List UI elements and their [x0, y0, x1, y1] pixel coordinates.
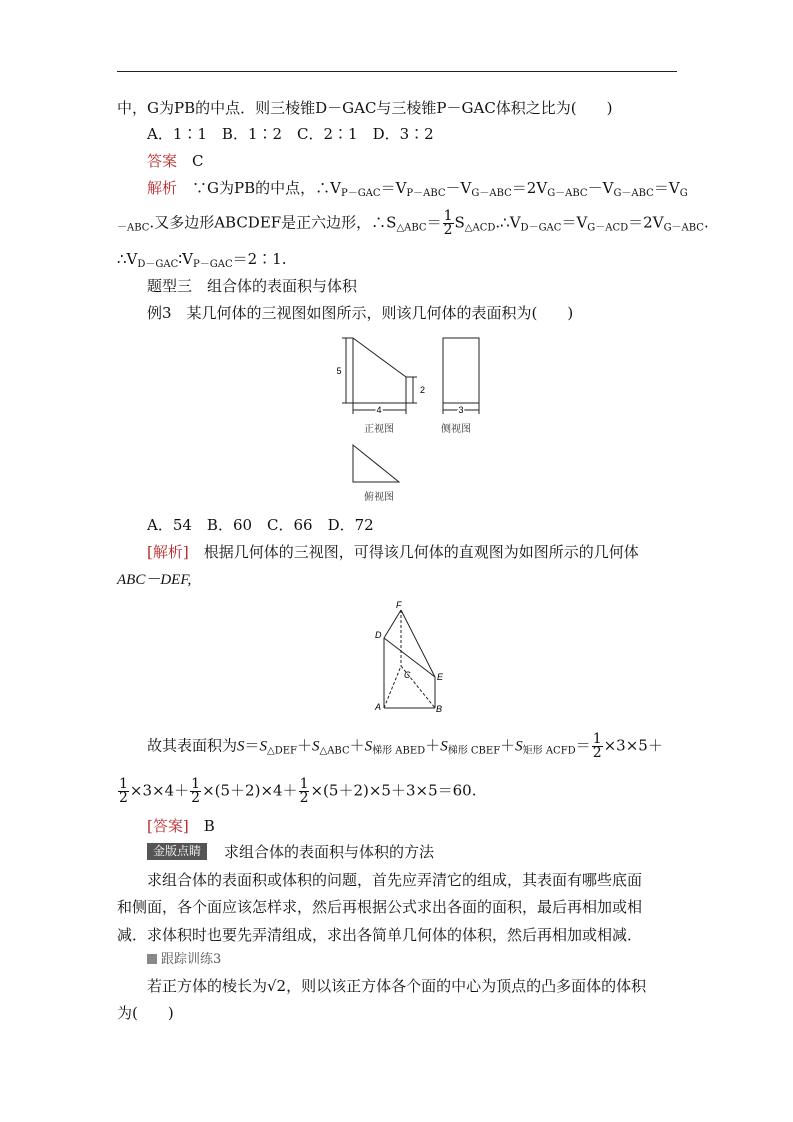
example3-analysis-line2: ABC－DEF,	[117, 572, 192, 588]
example3-analysis-line1: [解析] 根据几何体的三视图，可得该几何体的直观图为如图所示的几何体	[147, 543, 639, 561]
dim-4: 4	[376, 405, 382, 415]
surface-area-formula-line2: $\frac{1}{2}$ ×3×4＋ $\frac{1}{2}$ ×(5＋2)×4＋ $\frac{1}{2}$ ×(5＋2)×5＋3×5＝60.	[119, 776, 477, 806]
practice-label-row	[147, 950, 221, 970]
vertex-D: D	[375, 630, 382, 640]
answer-value: C	[192, 152, 204, 170]
example3-analysis-label: [解析]	[147, 543, 189, 561]
example3-stem: 例3 某几何体的三视图如图所示，则该几何体的表面积为( )	[147, 304, 574, 322]
side-view	[443, 338, 479, 414]
vertex-C: C	[404, 670, 411, 680]
practice-icon	[147, 954, 157, 964]
vertex-F: F	[396, 600, 402, 610]
section-title: 题型三 组合体的表面积与体积	[147, 277, 358, 295]
front-view-caption: 正视图	[364, 424, 394, 435]
answer-label: 答案	[147, 152, 178, 170]
practice-line2: 为( )	[117, 1004, 174, 1022]
problem-prev-analysis-line2: $_{-ABC}$.又多边形ABCDEF是正六边形，$\therefore S_{\triangle ABC}=$ $\frac{1}{2}$ $S_{\triangle ACD}.\therefore V_{D-GAC}=V_{G-ACD}=2V_{G-ABC}$.	[117, 208, 709, 238]
problem-prev-options: A．1∶1 B．1∶2 C．2∶1 D．3∶2	[147, 125, 434, 143]
problem-prev-answer	[147, 151, 204, 171]
top-rule	[117, 71, 677, 72]
practice-label: 跟踪训练3	[161, 952, 222, 967]
analysis-label: 解析	[147, 179, 178, 197]
front-view	[342, 338, 417, 414]
surface-area-formula-line1: 故其表面积为$S=S_{\triangle DEF}+S_{\triangle ABC}+S_{梯形 ABED}+S_{梯形 CBEF}+S_{矩形 ACFD}=$ $\frac{1}{2}$ ×3×5＋	[147, 731, 663, 761]
dim-2: 2	[420, 385, 426, 395]
solid-figure	[366, 598, 456, 716]
vertex-B: B	[436, 704, 443, 714]
top-view	[353, 445, 399, 482]
tip-body-line1: 求组合体的表面积或体积的问题，首先应弄清它的组成，其表面有哪些底面	[147, 871, 643, 889]
side-view-caption: 侧视图	[441, 424, 471, 435]
problem-prev-analysis-line3: $\therefore V_{D-GAC}∶V_{P-GAC}=2∶1$.	[117, 250, 287, 270]
tip-body-line2: 和侧面，各个面应该怎样求，然后再根据公式求出各面的面积，最后再相加或相	[117, 898, 643, 916]
tip-body-line3: 减．求体积时也要先弄清组成，求出各简单几何体的体积，然后再相加或相减．	[117, 926, 643, 944]
practice-line1: 若正方体的棱长为√2，则以该正方体各个面的中心为顶点的凸多面体的体积	[147, 977, 647, 995]
example3-answer	[147, 816, 215, 836]
dim-3: 3	[458, 405, 464, 415]
problem-prev-stem: 中，G为PB的中点．则三棱锥D－GAC与三棱锥P－GAC体积之比为( )	[117, 99, 613, 117]
example3-options: A．54 B．60 C．66 D．72	[147, 516, 374, 534]
vertex-E: E	[437, 672, 444, 682]
tip-badge: 金版点睛	[147, 843, 207, 860]
dim-5: 5	[336, 366, 342, 376]
example3-answer-value: B	[203, 817, 215, 835]
top-view-caption: 俯视图	[364, 492, 394, 503]
problem-prev-analysis-line1: 解析 ∵G为PB的中点，$\therefore V_{P-GAC}=V_{P-ABC}-V_{G-ABC}=2V_{G-ABC}-V_{G-ABC}=V_G$	[147, 179, 688, 199]
vertex-A: A	[375, 702, 382, 712]
tip-title: 求组合体的表面积与体积的方法	[224, 843, 435, 861]
example3-answer-label: [答案]	[147, 817, 189, 835]
